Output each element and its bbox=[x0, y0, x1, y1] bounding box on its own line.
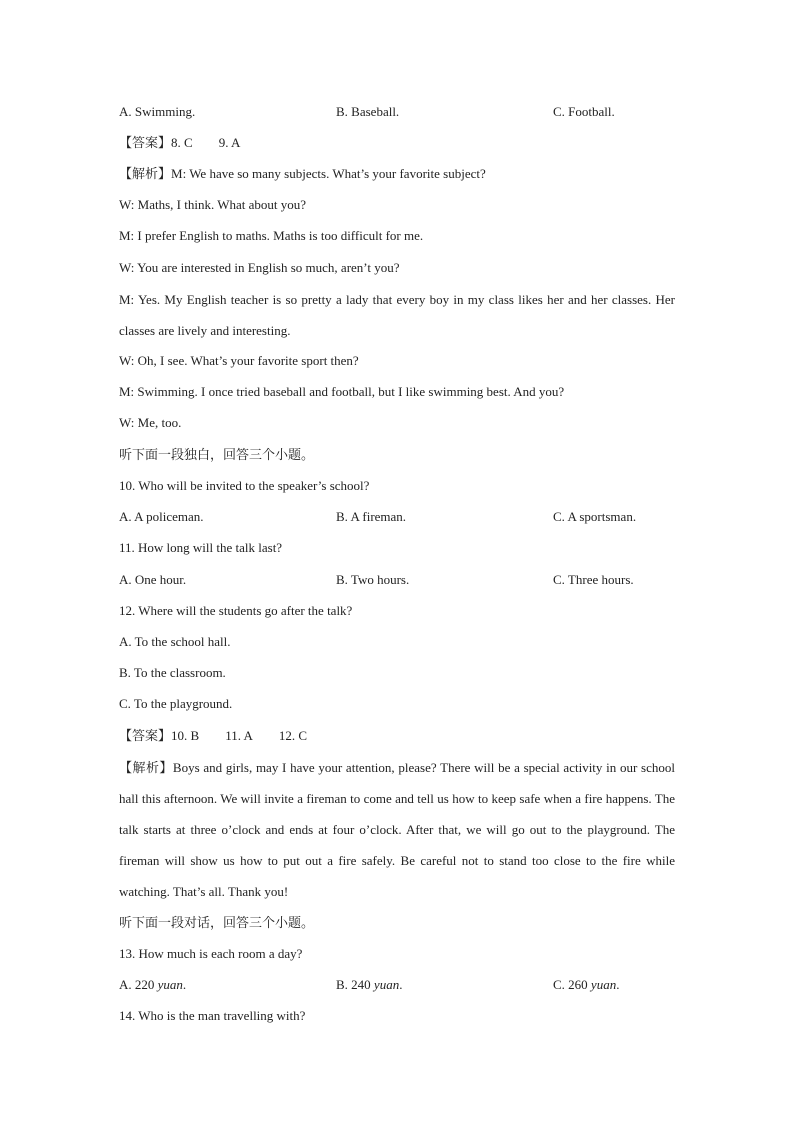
dialogue-paragraph: M: Yes. My English teacher is so pretty a lady that every boy in my class likes her and her classes. Her classes are lively and interesting. bbox=[119, 292, 675, 338]
section-heading-dialogue: 听下面一段对话，回答三个小题。 bbox=[119, 915, 315, 930]
currency-unit: yuan bbox=[373, 977, 400, 992]
q12-option-a: A. To the school hall. bbox=[119, 634, 231, 649]
q13-option-a bbox=[119, 977, 186, 993]
option-value: A. 220 bbox=[119, 977, 155, 992]
answer-9: 9. A bbox=[218, 135, 241, 150]
q9-option-a: A. Swimming. bbox=[119, 104, 196, 119]
q13-option-c bbox=[553, 977, 619, 993]
analysis-line-1 bbox=[119, 166, 486, 182]
q13-option-b bbox=[336, 977, 402, 993]
question-10: 10. Who will be invited to the speaker’s school? bbox=[119, 478, 370, 493]
answer-8: 8. C bbox=[171, 135, 193, 150]
dialogue-line: W: Me, too. bbox=[119, 415, 182, 430]
answer-12: 12. C bbox=[278, 728, 308, 743]
q11-option-a: A. One hour. bbox=[119, 572, 187, 587]
question-13: 13. How much is each room a day? bbox=[119, 946, 303, 961]
option-value: C. 260 bbox=[553, 977, 588, 992]
dialogue-line: M: Swimming. I once tried baseball and football, but I like swimming best. And you? bbox=[119, 384, 565, 399]
answer-10: 10. B bbox=[171, 728, 200, 743]
q12-option-b: B. To the classroom. bbox=[119, 665, 226, 680]
analysis-tag: 【解析】 bbox=[119, 760, 173, 775]
option-end: . bbox=[616, 977, 620, 992]
question-14: 14. Who is the man travelling with? bbox=[119, 1008, 306, 1023]
section-heading-monologue: 听下面一段独白，回答三个小题。 bbox=[119, 447, 315, 462]
option-end: . bbox=[182, 977, 187, 992]
dialogue-line: W: You are interested in English so much, aren’t you? bbox=[119, 260, 400, 275]
question-12: 12. Where will the students go after the talk? bbox=[119, 603, 353, 618]
q10-option-b: B. A fireman. bbox=[336, 509, 407, 524]
q9-option-c: C. Football. bbox=[553, 104, 615, 119]
option-value: B. 240 bbox=[336, 977, 371, 992]
q9-option-b: B. Baseball. bbox=[336, 104, 400, 119]
monologue-text: Boys and girls, may I have your attention, please? There will be a special activity in our school hall this afternoon. We will invite a fireman to come and tell us how to keep safe when a fire happens. The talk starts at three o’clock and ends at four o’clock. After that, we will go out to the playground. The fireman will show us how to put out a fire safely. Be careful not to stand too close to the fire while watching. That’s all. Thank you! bbox=[119, 760, 675, 899]
answer-tag: 【答案】 bbox=[119, 728, 172, 743]
q10-option-c: C. A sportsman. bbox=[553, 509, 637, 524]
answer-11: 11. A bbox=[225, 728, 253, 743]
dialogue-line: M: We have so many subjects. What’s your favorite subject? bbox=[171, 166, 486, 181]
q12-option-c: C. To the playground. bbox=[119, 696, 233, 711]
option-end: . bbox=[399, 977, 403, 992]
dialogue-line: W: Maths, I think. What about you? bbox=[119, 197, 307, 212]
q10-option-a: A. A policeman. bbox=[119, 509, 204, 524]
dialogue-line: M: I prefer English to maths. Maths is too difficult for me. bbox=[119, 228, 424, 243]
currency-unit: yuan bbox=[590, 977, 617, 992]
analysis-paragraph-2 bbox=[119, 752, 675, 907]
dialogue-line: W: Oh, I see. What’s your favorite sport then? bbox=[119, 353, 359, 368]
answer-line-1 bbox=[119, 135, 240, 151]
q11-option-b: B. Two hours. bbox=[336, 572, 410, 587]
answer-tag: 【答案】 bbox=[119, 135, 172, 150]
question-11: 11. How long will the talk last? bbox=[119, 540, 283, 555]
analysis-tag: 【解析】 bbox=[119, 166, 172, 181]
answer-line-2 bbox=[119, 728, 307, 744]
currency-unit: yuan bbox=[157, 977, 183, 992]
q11-option-c: C. Three hours. bbox=[553, 572, 634, 587]
